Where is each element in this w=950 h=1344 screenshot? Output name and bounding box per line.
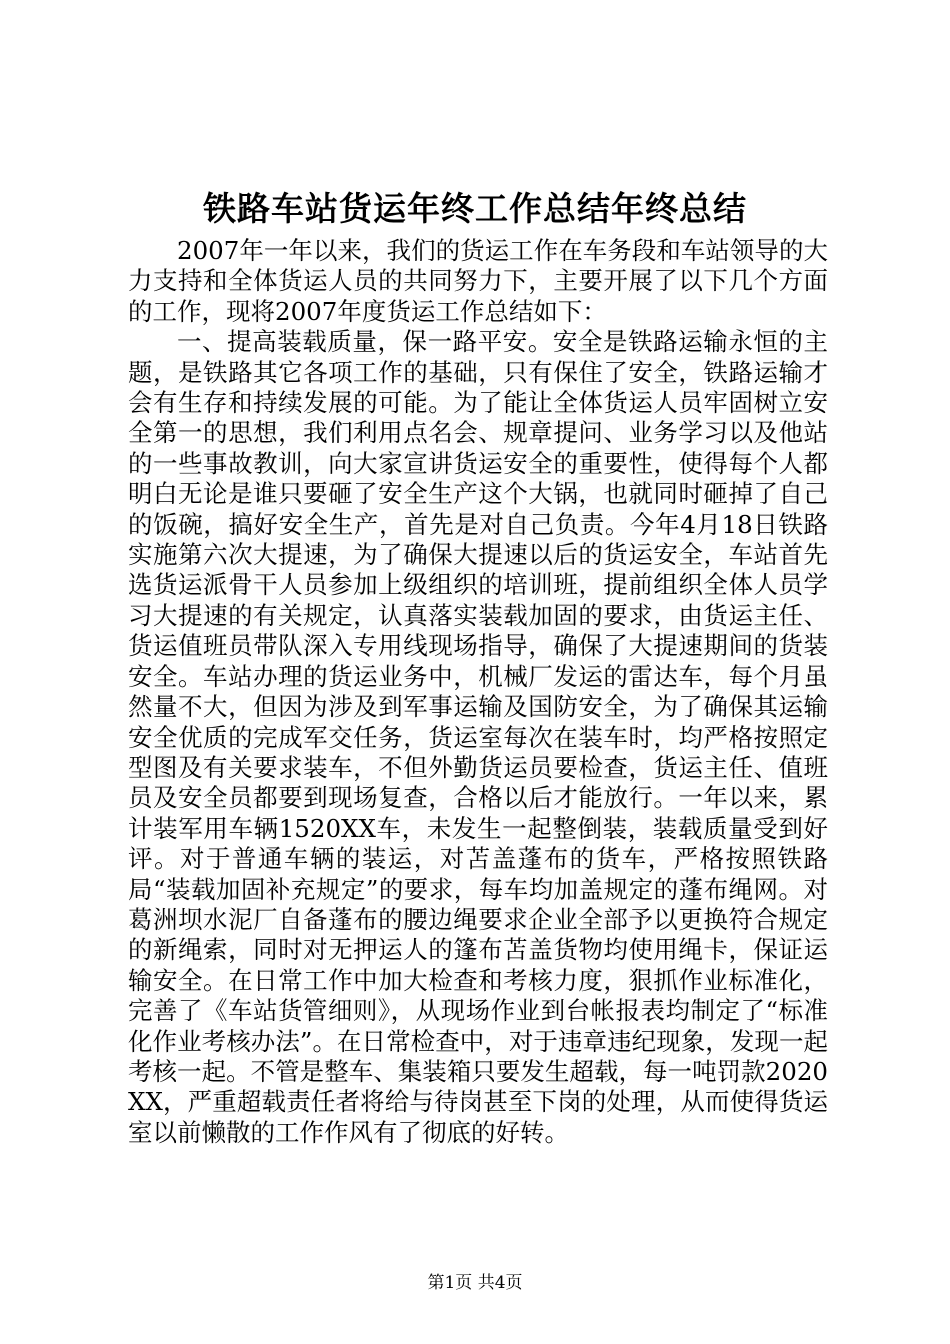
section-one-paragraph: 一、提高装载质量，保一路平安。安全是铁路运输永恒的主题，是铁路其它各项工作的基础，只有保住了安全，铁路运输才会有生存和持续发展的可能。为了能让全体货运人员牢固树立安全第一的思想，我们利用点名会、规章提问、业务学习以及他站的一些事故教训，向大家宣讲货运安全的重要性，使得每个人都明白无论是谁只要砸了安全生产这个大锅，也就同时砸掉了自己的饭碗，搞好安全生产，首先是对自己负责。今年4月18日铁路实施第六次大提速，为了确保大提速以后的货运安全，车站首先选货运派骨干人员参加上级组织的培训班，提前组织全体人员学习大提速的有关规定，认真落实装载加固的要求，由货运主任、货运值班员带队深入专用线现场指导，确保了大提速期间的货装安全。车站办理的货运业务中，机械厂发运的雷达车，每个月虽然量不大，但因为涉及到军事运输及国防安全，为了确保其运输安全优质的完成军交任务，货运室每次在装车时，均严格按照定型图及有关要求装车，不但外勤货运员要检查，货运主任、值班员及安全员都要到现场复查，合格以后才能放行。一年以来，累计装军用车辆1520XX车，未发生一起整倒装，装载质量受到好评。对于普通车辆的装运，对苫盖蓬布的货车，严格按照铁路局“装载加固补充规定”的要求，每车均加盖规定的蓬布绳网。对葛洲坝水泥厂自备蓬布的腰边绳要求企业全部予以更换符合规定的新绳索，同时对无押运人的篷布苫盖货物均使用绳卡，保证运输安全。在日常工作中加大检查和考核力度，狠抓作业标准化，完善了《车站货管细则》，从现场作业到台帐报表均制定了“标准化作业考核办法”。在日常检查中，对于违章违纪现象，发现一起考核一起。不管是整车、集装箱只要发生超载，每一吨罚款2020XX，严重超载责任者将给与待岗甚至下岗的处理，从而使得货运室以前懒散的工作作风有了彻底的好转。: [128, 327, 828, 1147]
document-title: 铁路车站货运年终工作总结年终总结: [203, 189, 747, 228]
page-footer: 第1页 共4页: [427, 1273, 523, 1293]
intro-paragraph: 2007年一年以来，我们的货运工作在车务段和车站领导的大力支持和全体货运人员的共同努力下，主要开展了以下几个方面的工作，现将2007年度货运工作总结如下：: [128, 236, 828, 326]
document-body: [128, 236, 828, 1148]
